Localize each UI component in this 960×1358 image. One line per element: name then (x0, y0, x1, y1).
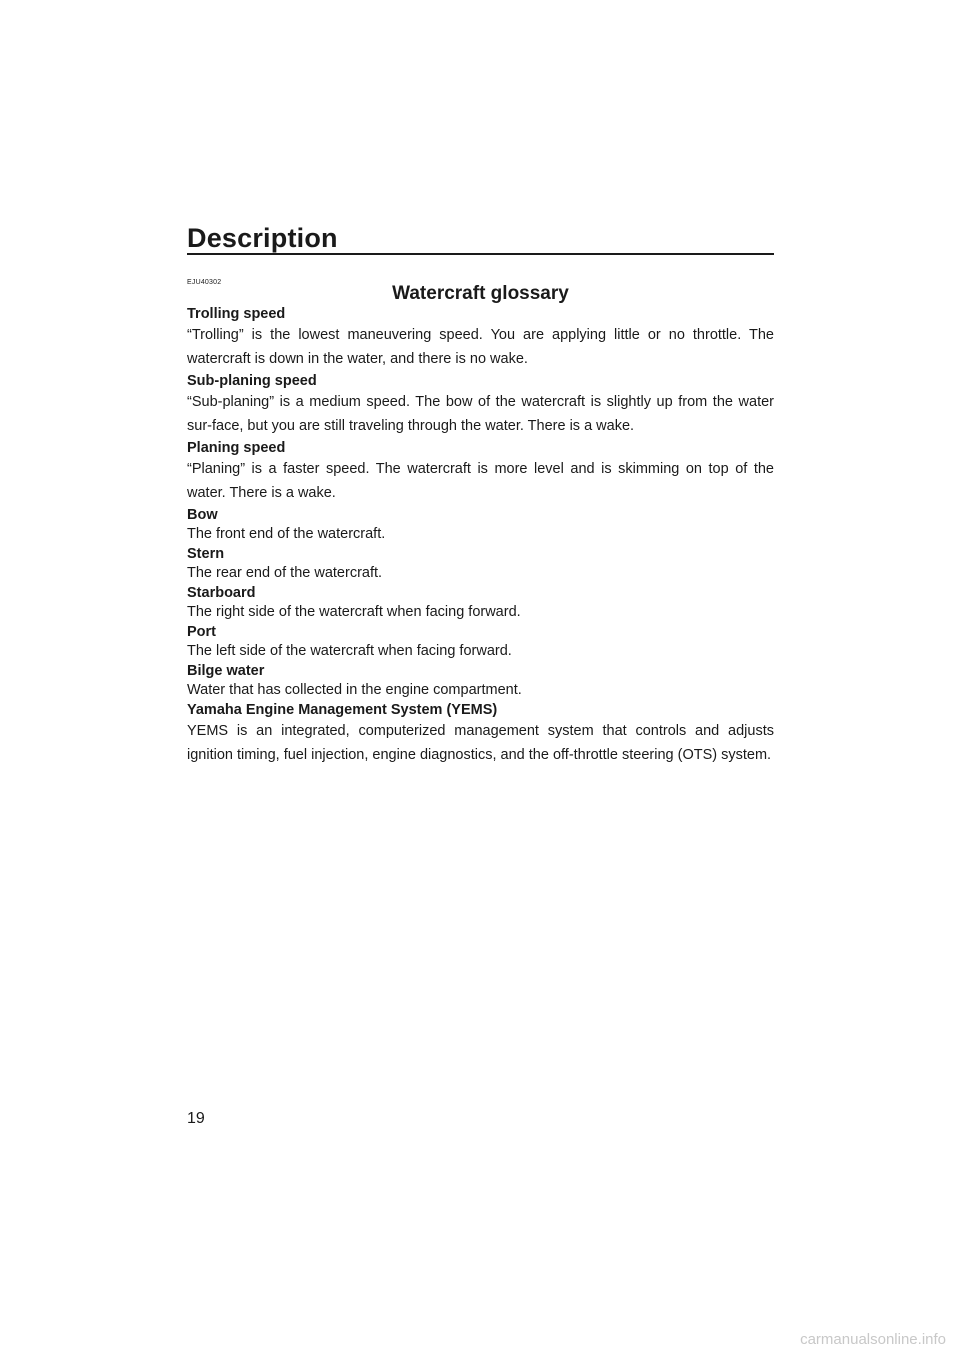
page-title: Description (187, 223, 338, 253)
glossary-definition: The left side of the watercraft when facing forward. (187, 643, 512, 659)
glossary-term: Yamaha Engine Management System (YEMS) (187, 702, 498, 718)
glossary-term: Trolling speed (187, 306, 286, 322)
glossary-definition: The rear end of the watercraft. (187, 565, 383, 581)
glossary-entry (187, 439, 774, 505)
section-code: EJU40302 (187, 279, 222, 286)
watermark-text: carmanualsonline.info (800, 1331, 946, 1348)
glossary-entry (187, 545, 774, 583)
glossary-definition: “Sub-planing” is a medium speed. The bow of the watercraft is slightly up from the water sur-face, but you are still traveling through the water. There is a wake. (187, 394, 774, 434)
glossary-definition: “Planing” is a faster speed. The watercraft is more level and is skimming on top of the water. There is a wake. (187, 461, 774, 501)
page-header (187, 222, 774, 254)
glossary-entry (187, 701, 774, 767)
glossary-entry (187, 584, 774, 622)
glossary-term: Bilge water (187, 663, 265, 679)
glossary-term: Bow (187, 507, 218, 523)
glossary-entry (187, 372, 774, 438)
glossary-definition: The front end of the watercraft. (187, 526, 386, 542)
page-number: 19 (187, 1110, 205, 1127)
glossary-term: Planing speed (187, 440, 286, 456)
glossary-term: Starboard (187, 585, 256, 601)
glossary-definition: Water that has collected in the engine compartment. (187, 682, 522, 698)
glossary-term: Sub-planing speed (187, 373, 317, 389)
section-title: Watercraft glossary (392, 283, 569, 304)
glossary-list (187, 305, 774, 768)
glossary-entry (187, 662, 774, 700)
glossary-entry (187, 623, 774, 661)
glossary-entry (187, 305, 774, 371)
glossary-term: Port (187, 624, 216, 640)
header-divider (187, 253, 774, 255)
glossary-definition: YEMS is an integrated, computerized management system that controls and adjusts ignition timing, fuel injection, engine diagnostics, and the off-throttle steering (OTS) system. (187, 723, 774, 763)
glossary-term: Stern (187, 546, 225, 562)
glossary-definition: The right side of the watercraft when facing forward. (187, 604, 521, 620)
glossary-definition: “Trolling” is the lowest maneuvering speed. You are applying little or no throttle. The watercraft is down in the water, and there is no wake. (187, 327, 774, 367)
glossary-entry (187, 506, 774, 544)
